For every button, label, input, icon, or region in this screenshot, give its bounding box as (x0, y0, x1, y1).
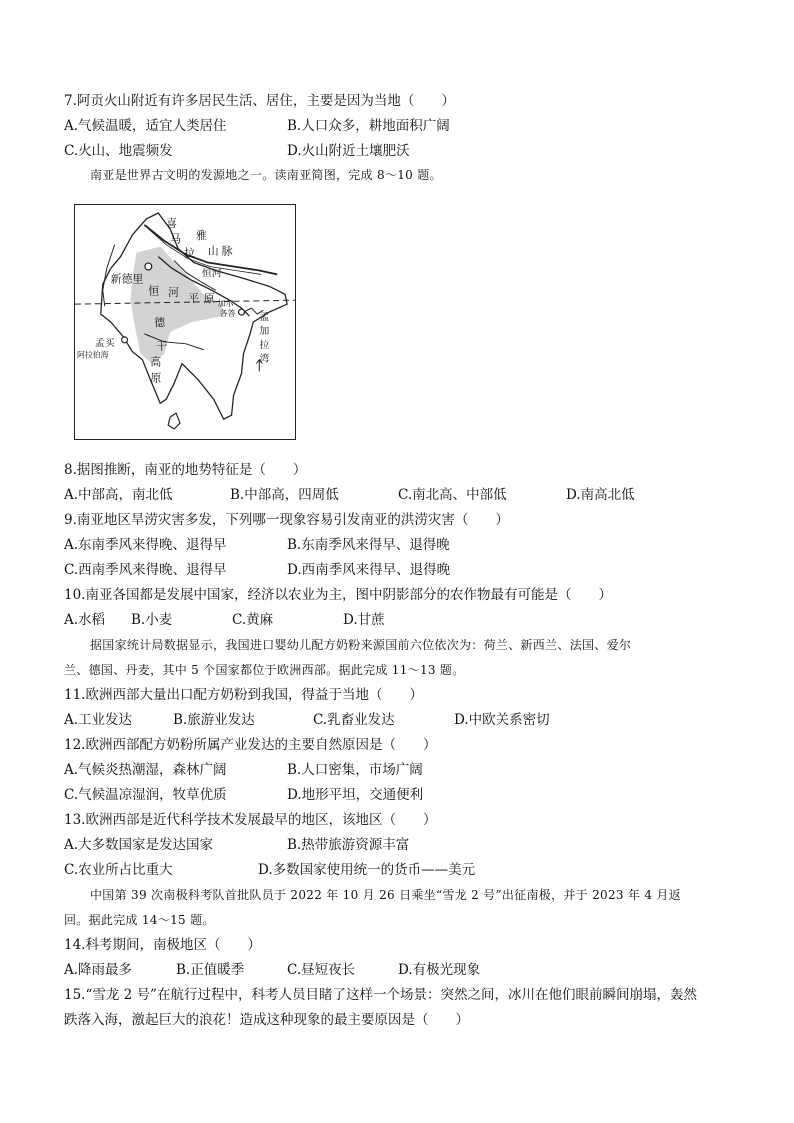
new-delhi-label: 新德里 (110, 272, 144, 286)
bay-label-1: 孟 (259, 312, 270, 324)
new-delhi-marker (145, 263, 152, 270)
q12-option-b[interactable]: B.人口密集，市场广阔 (287, 762, 423, 778)
q11-option-c[interactable]: C.乳畜业发达 (313, 712, 395, 728)
intro-antarctic-line-1: 中国第 39 次南极科考队首批队员于 2022 年 10 月 26 日乘坐“雪龙 2 号”出征南极，并于 2023 年 4 月返 (90, 888, 682, 902)
q9-option-a[interactable]: A.东南季风来得晚、退得早 (64, 537, 227, 553)
q13-option-d[interactable]: D.多数国家使用统一的货币——美元 (258, 862, 476, 878)
ganges-plain-label-1: 恒 (148, 284, 160, 298)
himalaya-label-5: 山 (207, 244, 219, 258)
q11-option-b[interactable]: B.旅游业发达 (173, 712, 255, 728)
himalaya-label-6: 脉 (221, 244, 233, 258)
intro-south-asia: 南亚是世界古文明的发源地之一。读南亚简图，完成 8～10 题。 (90, 168, 442, 182)
arabian-sea-label: 阿拉伯海 (76, 350, 109, 360)
q9-option-c[interactable]: C.西南季风来得晚、退得早 (64, 562, 227, 578)
kolkata-marker (239, 309, 245, 315)
q10-stem: 10.南亚各国都是发展中国家，经济以农业为主，图中阴影部分的农作物最有可能是（ ） (64, 587, 612, 603)
q7-option-a[interactable]: A.气候温暖，适宜人类居住 (64, 118, 227, 134)
q8-option-c[interactable]: C.南北高、中部低 (398, 487, 507, 503)
q8-stem: 8.据图推断，南亚的地势特征是（ ） (64, 462, 307, 478)
south-asia-map (74, 204, 296, 440)
q7-option-b[interactable]: B.人口众多，耕地面积广阔 (287, 118, 450, 134)
q11-option-d[interactable]: D.中欧关系密切 (454, 712, 550, 728)
q12-option-a[interactable]: A.气候炎热潮湿，森林广阔 (64, 762, 227, 778)
q8-option-a[interactable]: A.中部高，南北低 (64, 487, 173, 503)
sri-lanka-outline (168, 413, 180, 429)
q13-option-c[interactable]: C.农业所占比重大 (64, 862, 173, 878)
q9-stem: 9.南亚地区旱涝灾害多发，下列哪一现象容易引发南亚的洪涝灾害（ ） (64, 512, 509, 528)
himalaya-label-4: 雅 (195, 228, 207, 242)
q13-option-a[interactable]: A.大多数国家是发达国家 (64, 837, 214, 853)
himalaya-label-3: 拉 (184, 246, 195, 260)
q13-stem: 13.欧洲西部是近代科学技术发展最早的地区，该地区（ ） (64, 812, 437, 828)
q8-option-d[interactable]: D.南高北低 (566, 487, 635, 503)
himalaya-label-2: 马 (170, 232, 182, 246)
q12-option-c[interactable]: C.气候温凉湿润，牧草优质 (64, 787, 227, 803)
q11-option-a[interactable]: A.工业发达 (64, 712, 133, 728)
q12-option-d[interactable]: D.地形平坦，交通便利 (287, 787, 424, 803)
q10-option-a[interactable]: A.水稻 (64, 612, 106, 628)
deccan-label-1: 德 (154, 315, 166, 329)
kolkata-label-1: 加尔 (217, 299, 234, 309)
intro-antarctic-line-2: 回。据此完成 14～15 题。 (64, 913, 215, 927)
intro-europe-line-1: 据国家统计局数据显示，我国进口婴幼儿配方奶粉来源国前六位依次为：荷兰、新西兰、法国、爱尔 (90, 638, 632, 652)
bay-label-4: 湾 (259, 353, 270, 365)
q9-option-b[interactable]: B.东南季风来得早、退得晚 (287, 537, 450, 553)
q11-stem: 11.欧洲西部大量出口配方奶粉到我国，得益于当地（ ） (64, 687, 423, 703)
q10-option-b[interactable]: B.小麦 (131, 612, 173, 628)
ganges-plain-label-3: 平 (187, 292, 199, 306)
q7-option-d[interactable]: D.火山附近土壤肥沃 (287, 143, 410, 159)
deccan-label-4: 原 (150, 371, 162, 385)
q7-stem: 7.阿贡火山附近有许多居民生活、居住，主要是因为当地（ ） (64, 93, 455, 109)
deccan-label-2: 干 (156, 339, 168, 353)
q10-option-c[interactable]: C.黄麻 (232, 612, 274, 628)
q14-stem: 14.科考期间，南极地区（ ） (64, 937, 261, 953)
ganges-plain-label-4: 原 (203, 292, 215, 306)
q9-option-d[interactable]: D.西南季风来得早、退得晚 (287, 562, 451, 578)
himalaya-label-1: 喜 (166, 216, 178, 230)
q8-option-b[interactable]: B.中部高，四周低 (230, 487, 339, 503)
q7-option-c[interactable]: C.火山、地震频发 (64, 143, 173, 159)
q14-option-d[interactable]: D.有极光现象 (398, 962, 481, 978)
q14-option-b[interactable]: B.正值暖季 (176, 962, 245, 978)
q15-stem-line-1: 15.“雪龙 2 号”在航行过程中，科考人员目睹了这样一个场景：突然之间，冰川在他们眼前瞬间崩塌，轰然 (64, 987, 697, 1003)
ganges-plain-label-2: 河 (168, 286, 180, 300)
bay-label-3: 拉 (259, 339, 270, 351)
deccan-label-3: 高 (150, 355, 162, 369)
q10-option-d[interactable]: D.甘蔗 (343, 612, 385, 628)
mumbai-label: 孟买 (94, 337, 115, 349)
q14-option-a[interactable]: A.降雨最多 (64, 962, 133, 978)
q14-option-c[interactable]: C.昼短夜长 (287, 962, 356, 978)
q12-stem: 12.欧洲西部配方奶粉所属产业发达的主要自然原因是（ ） (64, 737, 437, 753)
q15-stem-line-2: 跌落入海，激起巨大的浪花！造成这种现象的最主要原因是（ ） (64, 1012, 469, 1028)
bay-label-2: 加 (259, 325, 270, 337)
mumbai-marker (122, 337, 128, 343)
ganges-label: 恒河 (201, 268, 222, 280)
intro-europe-line-2: 兰、德国、丹麦，其中 5 个国家都位于欧洲西部。据此完成 11～13 题。 (64, 663, 465, 677)
q13-option-b[interactable]: B.热带旅游资源丰富 (287, 837, 410, 853)
kolkata-label-2: 各答 (219, 309, 236, 319)
